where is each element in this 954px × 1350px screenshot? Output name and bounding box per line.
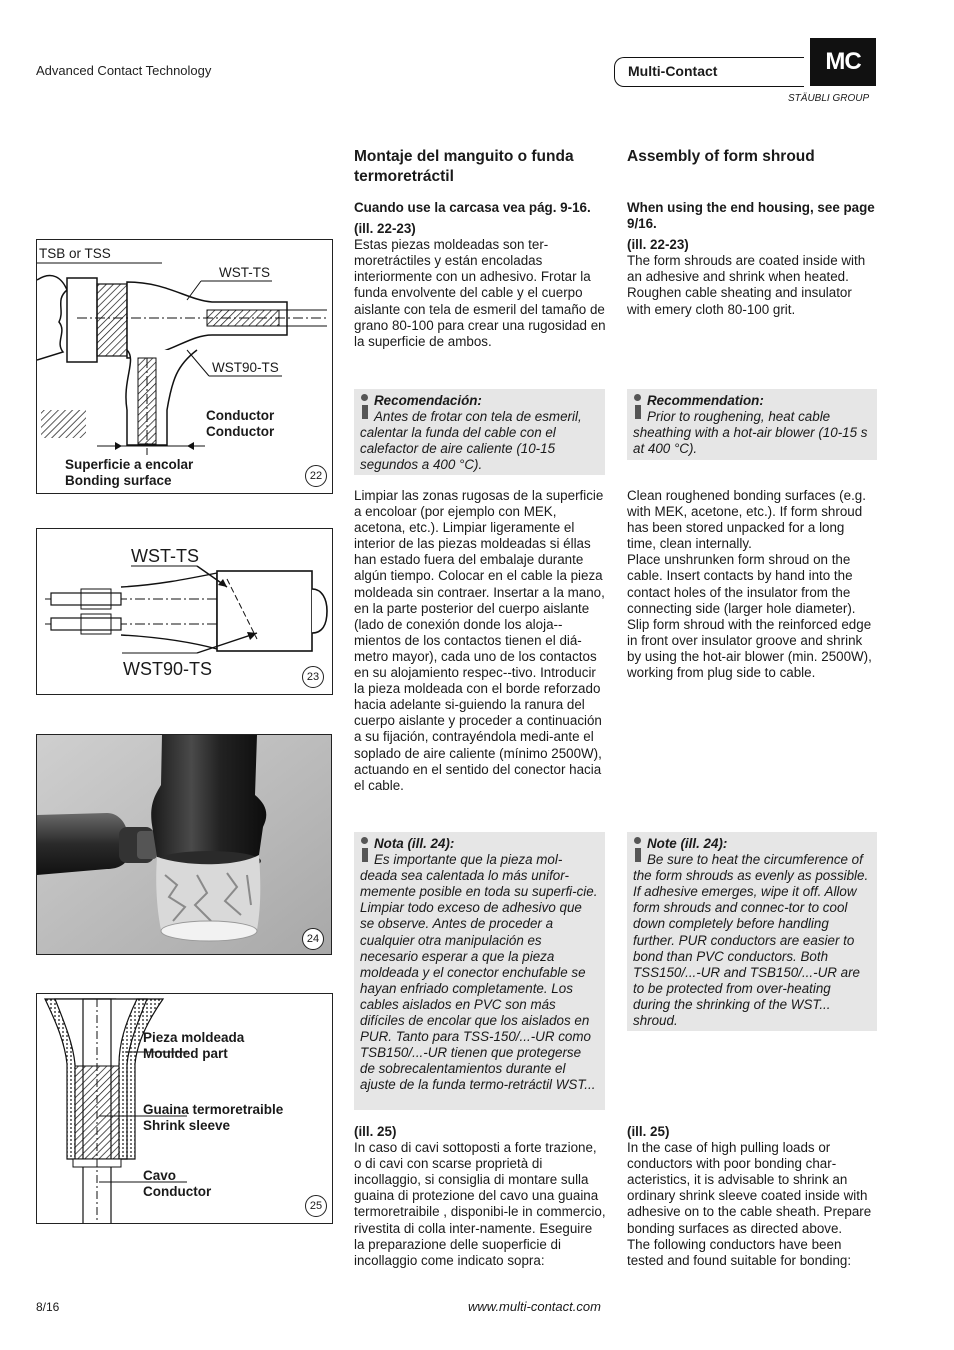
es-ill25-block — [354, 1124, 606, 1269]
es-ill-ref: (ill. 22-23) — [354, 221, 416, 237]
en-body-block — [627, 488, 877, 681]
fig22-label-conductor-2: Conductor — [206, 424, 275, 439]
es-note-text: Es importante que la pieza mol-deada sea calentada lo más unifor-memente posible en toda su superfi-cie. Limpiar todo exceso de adhesivo que se observe. Antes de proceder a cualquier otra manipulación es necesario esperar a que la pieza moldeada y el conector enchufable se hayan enfriado completamente. Los cables aislados en PVC son más difíciles de encolar que los aislados en PUR. Tanto para TSS-150/...-UR como TSB150/...-UR tienen que protegerse de sobrecalentamientos durante el ajuste de la funda termo-retráctil WST... — [360, 852, 598, 1093]
es-body-block — [354, 488, 606, 794]
en-recommendation-box — [627, 389, 877, 460]
en-note-text: Be sure to heat the circumference of the form shrouds as evenly as possible. If adhesive emerges, wipe it off. Allow form shrouds and connec-tor to cool down completely before handling further. PUR conductors are easier to bond than PVC conductors. Both TSS150/...-UR and TSB150/...-UR are to be protected from over-heating during the shrinking of the WST... shroud. — [633, 852, 869, 1029]
shroud-drawing-22 — [37, 240, 333, 494]
fig25-label-moulded: Moulded part — [143, 1046, 228, 1061]
fig22-label-tsb: TSB or TSS — [39, 246, 111, 261]
fig25-label-guaina: Guaina termoretraible — [143, 1102, 284, 1117]
en-ill-text: The form shrouds are coated inside with an adhesive and shrink when heated. Roughen cable sheating and insulator with emery cloth 80-100 grit. — [627, 253, 866, 317]
en-ill25-text: In the case of high pulling loads or conductors with poor bonding char-acteristics, it is advisable to shrink an ordinary shrink sleeve coated inside with adhesive on to the cable sheath. Prepare bonding surfaces as directed above. The following conductors have been tested and found suitable for bonding: — [627, 1140, 872, 1268]
figure-23 — [36, 528, 333, 695]
figure-22 — [36, 239, 333, 494]
fig23-label-wst: WST-TS — [131, 546, 199, 566]
fig22-label-superficie: Superficie a encolar — [65, 457, 194, 472]
figure-number-25: 25 — [305, 1195, 327, 1217]
fig22-label-conductor: Conductor — [206, 408, 275, 423]
group-name: STÄUBLI GROUP — [788, 93, 870, 104]
en-note-box — [627, 832, 877, 1031]
header-company-text: Advanced Contact Technology — [36, 63, 212, 78]
es-ill25-text: In caso di cavi sottoposti a forte trazione, o di cavi con scarse proprietà di incollaggio, si consiglia di montare sulla guaina di protezione del cavo una guaina termoretraibile , disponibi-le in commercio, rivestita di colla inter-namente. Eseguire la preparazione delle suoperficie di incollaggio come indicato sopra: — [354, 1140, 606, 1268]
es-note-title: Nota (ill. 24): — [374, 836, 455, 851]
fig25-label-pieza: Pieza moldeada — [143, 1030, 245, 1045]
en-note-title: Note (ill. 24): — [647, 836, 728, 851]
es-rec-title: Recomendación: — [374, 393, 482, 408]
es-ill25-ref: (ill. 25) — [354, 1124, 397, 1139]
en-subtitle: When using the end housing, see page 9/16. — [627, 200, 875, 232]
figure-number-24: 24 — [302, 928, 324, 950]
brand-name: Multi-Contact — [628, 63, 718, 79]
fig23-label-wst90: WST90-TS — [123, 659, 213, 679]
es-recommendation-box — [354, 389, 605, 475]
es-body: Limpiar las zonas rugosas de la superficie a encoloar (por ejemplo con MEK, acetona, etc.). Limpiar ligeramente el interior de las piezas moldeadas si éllas han estado fuera del embalaje durante algún tiempo. Colocar en el cable la pieza moldeada sin contraer. Insertar a la mano, en la parte posterior del cuerpo aislante (lado de conexión donde los aloja--mientos de los contactos tienen el diá-metro mayor), cada uno de los contactos en su alojamiento respec--tivo. Introducir la pieza moldeada con el borde reforzado hacia adelante si-guiendo la ranura del cuerpo aislante y proceder a continuación a su fijación, contrayéndola medi-ante el soplado de aire caliente (mínimo 2500W), actuando en el sentido del conector hacia el cable. — [354, 488, 605, 793]
fig22-label-bonding: Bonding surface — [65, 473, 172, 488]
en-body: Clean roughened bonding surfaces (e.g. with MEK, acetone, etc.). If form shroud has been stored unpacked for a long time, clean internally. Place unshrunken form shroud on the cable. Insert contacts by hand into the contact holes of the insulator from the connecting side (larger hole diameter). Slip form shroud with the reinforced edge in front over insulator groove and shrink by using the hot-air blower (min. 2500W), working from plug side to cable. — [627, 488, 872, 681]
figure-number-22: 22 — [305, 465, 327, 487]
es-heading-block — [354, 147, 606, 350]
figure-25 — [36, 993, 333, 1224]
es-subtitle: Cuando use la carcasa vea pág. 9-16. — [354, 200, 591, 215]
fig25-label-conductor: Conductor — [143, 1184, 212, 1199]
en-rec-text: Prior to roughening, heat cable sheathing with a hot-air blower (10-15 s at 400 °C). — [633, 409, 868, 457]
website-link[interactable]: www.multi-contact.com — [468, 1299, 601, 1314]
mc-logo: MC — [810, 38, 876, 86]
en-title: Assembly of form shroud — [627, 148, 815, 165]
en-ill-ref: (ill. 22-23) — [627, 237, 689, 253]
fig25-label-cavo: Cavo — [143, 1168, 177, 1183]
page-number: 8/16 — [36, 1300, 60, 1314]
figure-24 — [36, 734, 332, 955]
en-ill25-ref: (ill. 25) — [627, 1124, 670, 1139]
es-note-box — [354, 832, 605, 1110]
es-title: Montaje del manguito o funda termoretráctil — [354, 148, 574, 185]
fig22-label-wst90: WST90-TS — [212, 360, 279, 375]
en-heading-block — [627, 147, 877, 318]
fig22-label-wst: WST-TS — [219, 265, 270, 280]
fig25-label-shrink: Shrink sleeve — [143, 1118, 231, 1133]
es-ill-text: Estas piezas moldeadas son ter-moretráctiles y están encoladas interiormente con un adhesivo. Frotar la funda envolvente del cable y el cuerpo aislante con tela de esmeril del tamaño de grano 80-100 para crear una rugosidad en la superficie de ambos. — [354, 237, 606, 349]
en-ill25-block — [627, 1124, 877, 1269]
figure-number-23: 23 — [302, 666, 324, 688]
heat-gun-photo — [37, 735, 332, 955]
es-rec-text: Antes de frotar con tela de esmeril, calentar la funda del cable con el calefactor de aire caliente (10-15 segundos a 400 °C). — [360, 409, 582, 473]
en-rec-title: Recommendation: — [647, 393, 764, 408]
